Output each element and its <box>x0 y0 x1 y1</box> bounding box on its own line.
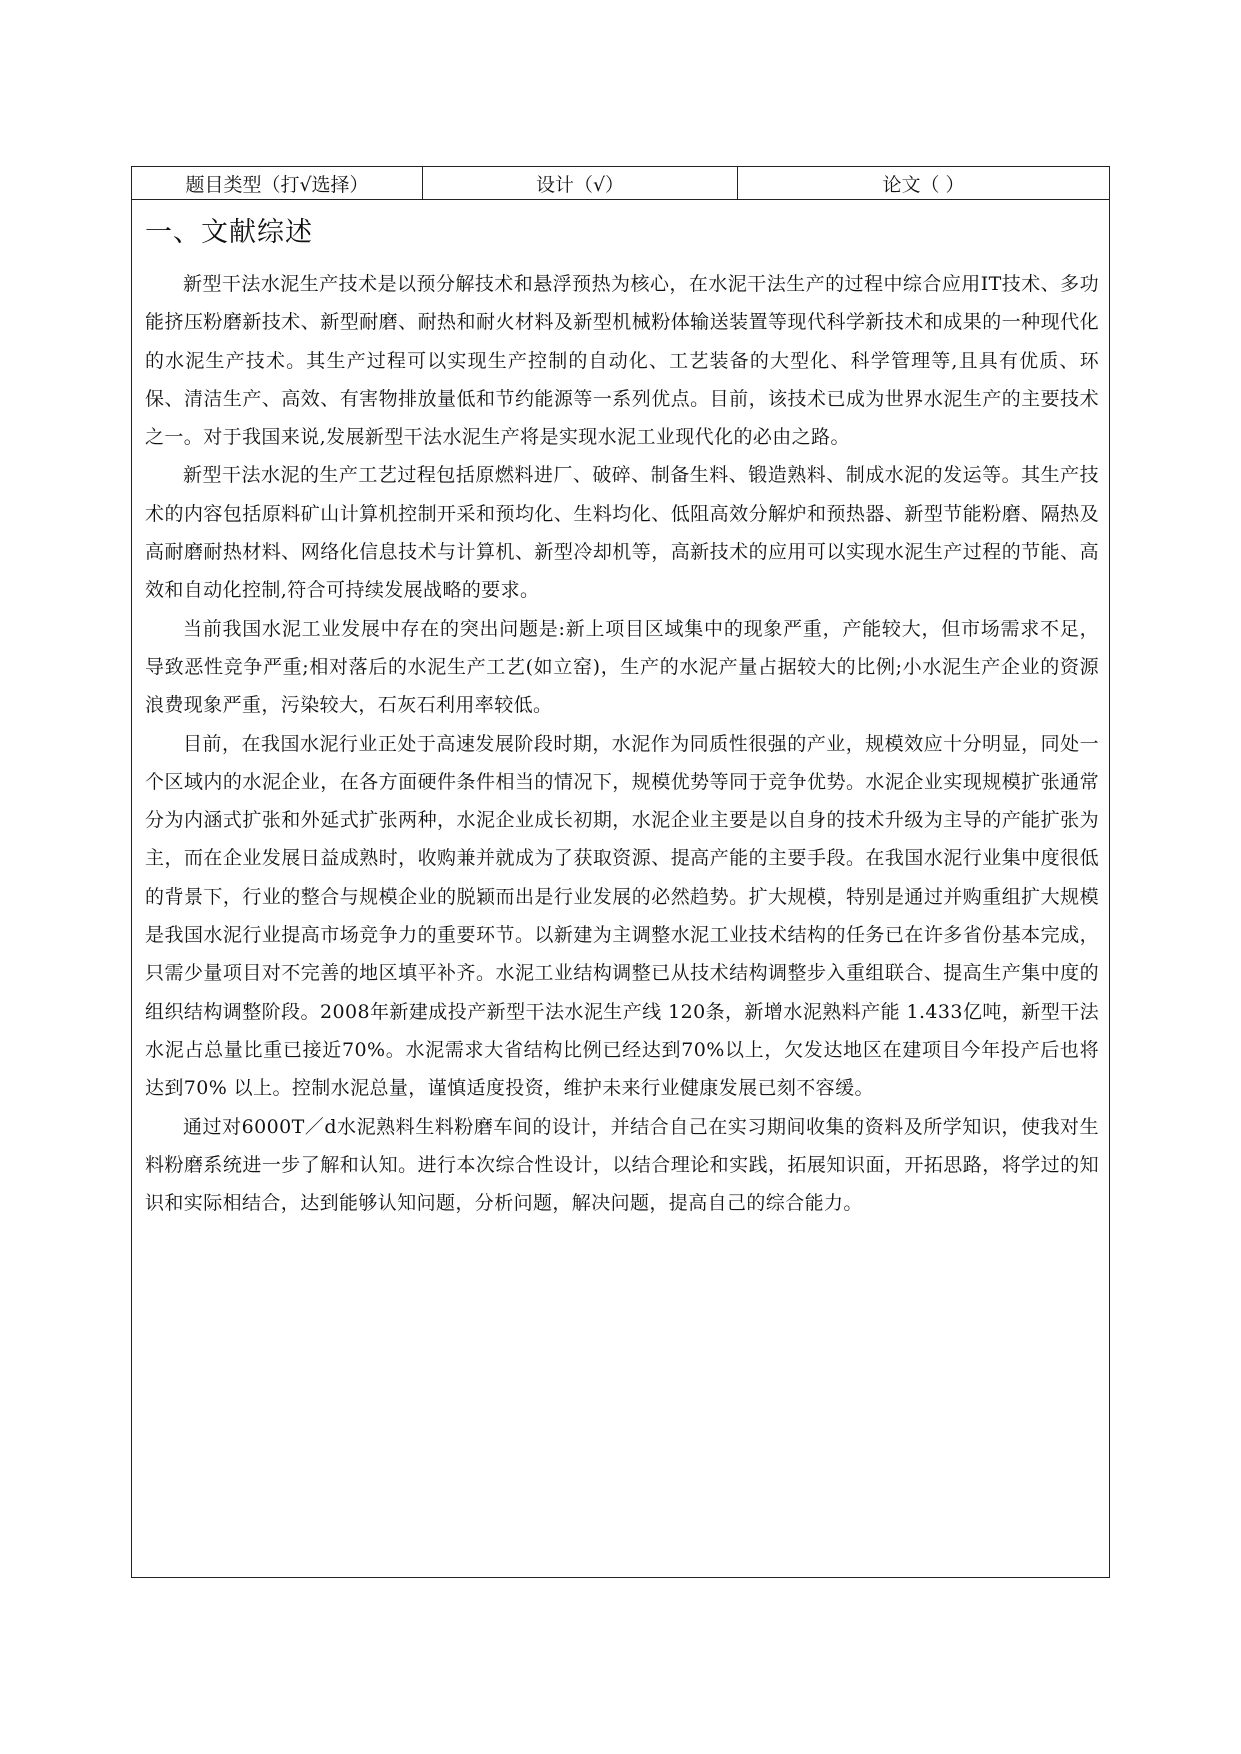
form-table <box>131 166 1110 1578</box>
paragraph: 目前，在我国水泥行业正处于高速发展阶段时期，水泥作为同质性很强的产业，规模效应十分明显，同处一个区域内的水泥企业，在各方面硬件条件相当的情况下，规模优势等同于竞争优势。水泥企业实现规模扩张通常分为内涵式扩张和外延式扩张两种，水泥企业成长初期，水泥企业主要是以自身的技术升级为主导的产能扩张为主，而在企业发展日益成熟时，收购兼并就成为了获取资源、提高产能的主要手段。在我国水泥行业集中度很低的背景下，行业的整合与规模企业的脱颖而出是行业发展的必然趋势。扩大规模，特别是通过并购重组扩大规模是我国水泥行业提高市场竞争力的重要环节。以新建为主调整水泥工业技术结构的任务已在许多省份基本完成，只需少量项目对不完善的地区填平补齐。水泥工业结构调整已从技术结构调整步入重组联合、提高生产集中度的组织结构调整阶段。2008年新建成投产新型干法水泥生产线 120条，新增水泥熟料产能 1.433亿吨，新型干法水泥占总量比重已接近70%。水泥需求大省结构比例已经达到70%以上，欠发达地区在建项目今年投产后也将达到70% 以上。控制水泥总量，谨慎适度投资，维护未来行业健康发展已刻不容缓。 <box>145 732 1099 1100</box>
paragraph: 新型干法水泥生产技术是以预分解技术和悬浮预热为核心，在水泥干法生产的过程中综合应用IT技术、多功能挤压粉磨新技术、新型耐磨、耐热和耐火材料及新型机械粉体输送装置等现代科学新技术和成果的一种现代化的水泥生产技术。其生产过程可以实现生产控制的自动化、工艺装备的大型化、科学管理等,且具有优质、环保、清洁生产、高效、有害物排放量低和节约能源等一系列优点。目前，该技术已成为世界水泥生产的主要技术之一。对于我国来说,发展新型干法水泥生产将是实现水泥工业现代化的必由之路。 <box>145 273 1099 449</box>
paragraph: 当前我国水泥工业发展中存在的突出问题是:新上项目区域集中的现象严重，产能较大，但市场需求不足，导致恶性竞争严重;相对落后的水泥生产工艺(如立窑)，生产的水泥产量占据较大的比例;小水泥生产企业的资源浪费现象严重，污染较大，石灰石利用率较低。 <box>145 617 1099 717</box>
topic-type-label: 题目类型（打√选择） <box>132 167 423 199</box>
paragraph: 新型干法水泥的生产工艺过程包括原燃料进厂、破碎、制备生料、锻造熟料、制成水泥的发运等。其生产技术的内容包括原料矿山计算机控制开采和预均化、生料均化、低阻高效分解炉和预热器、新型节能粉磨、隔热及高耐磨耐热材料、网络化信息技术与计算机、新型冷却机等，高新技术的应用可以实现水泥生产过程的节能、高效和自动化控制,符合可持续发展战略的要求。 <box>145 464 1099 602</box>
literature-review-cell <box>132 200 1109 1577</box>
option-design: 设计（√） <box>423 167 738 199</box>
section-heading: 一、文献综述 <box>145 217 313 248</box>
paragraph: 通过对6000T／d水泥熟料生料粉磨车间的设计，并结合自己在实习期间收集的资料及所学知识，使我对生料粉磨系统进一步了解和认知。进行本次综合性设计，以结合理论和实践，拓展知识面，开拓思路，将学过的知识和实际相结合，达到能够认知问题，分析问题，解决问题，提高自己的综合能力。 <box>145 1115 1099 1215</box>
option-thesis: 论文（ ） <box>882 173 965 196</box>
review-paragraphs <box>145 265 1099 1222</box>
topic-type-row <box>132 167 1109 200</box>
